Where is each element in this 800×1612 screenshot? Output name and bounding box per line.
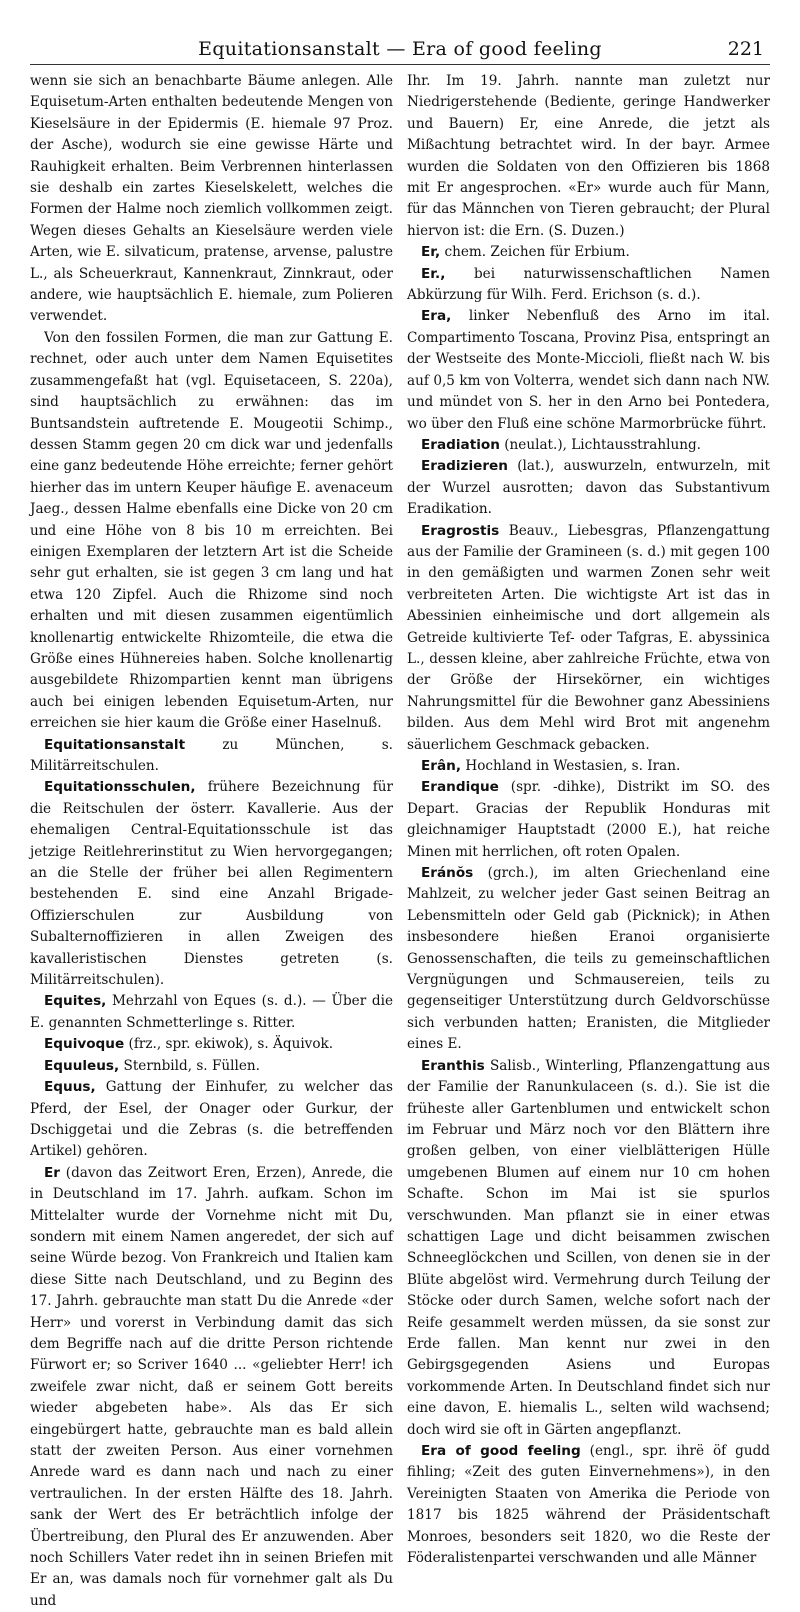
- entry-headword: Equus,: [44, 1079, 96, 1096]
- dictionary-entry: [407, 756, 770, 777]
- entry-headword: Equitationsanstalt: [44, 736, 186, 753]
- entry-text: (davon das Zeitwort Eren, Erzen), Anrede, die in Deutschland im 17. Jahrh. aufkam. Schon im Mittelalter wurde der Vornehme nicht mit Du, sondern mit einem Namen angeredet, der sich auf seine Würde bezog. Von Frankreich und Italien kam diese Sitte nach Deutschland, und zu Beginn des 17. Jahrh. gebrauchte man statt Du die Anrede «der Herr» und vorerst in Verbindung damit das sich dem Begriffe nach auf die dritte Person richtende Fürwort er; so Scriver 1640 ... «geliebter Herr! ich zweifele zwar nicht, daß er seinem Gott bereits wieder abgebeten habe». Als das Er sich eingebürgert hatte, gebrauchte man es bald allein statt der zweiten Person. Aus einer vornehmen Anrede ward es dann nach und nach zu einer vertraulichen. In der ersten Hälfte des 18. Jahrh. sank der Wert des Er beträchtlich infolge der Übertreibung, den Plural des Er anzuwenden. Aber noch Schillers Vater redet ihn in seinen Briefen mit Er an, was damals noch für vornehmer galt als Du und: [30, 1164, 393, 1609]
- entry-text: bei naturwissenschaftlichen Namen Abkürzung für Wilh. Ferd. Erichson (s. d.).: [407, 265, 770, 304]
- entry-text: chem. Zeichen für Erbium.: [444, 244, 630, 261]
- entry-headword: Eradizieren: [421, 458, 508, 475]
- continuation-paragraph: [30, 328, 393, 735]
- dictionary-entry: [30, 1163, 393, 1612]
- page-header: [30, 30, 770, 65]
- dictionary-entry: [407, 456, 770, 520]
- entry-headword: Era of good feeling: [421, 1443, 581, 1459]
- entry-headword: Equites,: [44, 993, 107, 1010]
- entry-text: wenn sie sich an benachbarte Bäume anlegen. Alle Equisetum-Arten enthalten bedeutende Mengen von Kieselsäure in der Epidermis (E. hiemale 97 Proz. der Asche), wodurch sie eine gewisse Härte und Rauhigkeit erhalten. Beim Verbrennen hinterlassen sie deshalb ein zartes Kieselskelett, welches die Formen der Halme noch ziemlich vollkommen zeigt. Wegen dieses Gehalts an Kieselsäure werden viele Arten, wie E. silvaticum, pratense, arvense, palustre L., als Scheuerkraut, Kannenkraut, Zinnkraut, oder andere, wie hauptsächlich E. hiemale, zum Polieren verwendet.: [30, 73, 393, 325]
- dictionary-entry: [30, 1034, 393, 1055]
- entry-headword: Eranthis: [421, 1057, 485, 1074]
- dictionary-entry: [30, 1077, 393, 1163]
- entry-text: Mehrzahl von Eques (s. d.). — Über die E. genannten Schmetterlinge s. Ritter.: [30, 993, 393, 1031]
- entry-text: frühere Bezeichnung für die Reitschulen der österr. Kavallerie. Aus der ehemaligen Central-Equitationsschule ist das jetzige Reitlehrerinstitut zu Wien hervorgegangen; an die Stelle der früher bei allen Regimentern bestehenden E. sind eine Anzahl Brigade-Offizierschulen zur Ausbildung von Subalternoffizieren in allen Zweigen des kavalleristischen Dienstes getreten (s. Militärreitschulen).: [30, 779, 393, 989]
- entry-headword: Era,: [421, 308, 452, 325]
- entry-headword: Erandique: [421, 779, 499, 796]
- entry-text: linker Nebenfluß des Arno im ital. Compartimento Toscana, Provinz Pisa, entspringt an der Westseite des Monte-Miccioli, fließt nach W. bis auf 0,5 km von Volterra, wendet sich dann nach NW. und mündet von S. her in den Arno bei Pontedera, wo über den Fluß eine schöne Marmorbrücke führt.: [407, 308, 771, 432]
- entry-headword: Eránŏs: [421, 865, 474, 882]
- entry-text: Beauv., Liebesgras, Pflanzengattung aus der Familie der Gramineen (s. d.) mit gegen 100 in den gemäßigten und warmen Zonen sehr weit verbreiteten Arten. Die wichtigste Art ist das in Abessinien einheimische und dort allgemein als Getreide kultivierte Tef- oder Tafgras, E. abyssinica L., dessen kleine, aber zahlreiche Früchte, etwa von der Größe der Hirsekörner, ein wichtiges Nahrungsmittel für die Bewohner ganz Abessiniens bilden. Aus dem Mehl wird Brot mit angenehm säuerlichem Geschmack gebacken.: [407, 522, 770, 753]
- dictionary-entry: [407, 306, 770, 434]
- right-column: [407, 71, 770, 1612]
- left-column: [30, 71, 393, 1612]
- text-columns: [30, 71, 770, 1612]
- dictionary-entry: [30, 777, 393, 991]
- dictionary-entry: [30, 1056, 393, 1077]
- entry-text: (engl., spr. ihrë öf gudd fihling; «Zeit des guten Einvernehmens»), in den Vereinigten Staaten von Amerika die Periode von 1817 bis 1825 während der Präsidentschaft Monroes, besonders seit 1820, wo die Reste der Föderalistenpartei verschwanden und alle Männer: [407, 1443, 770, 1567]
- entry-text: Ihr. Im 19. Jahrh. nannte man zuletzt nur Niedrigerstehende (Bediente, geringe Handwerker und Bauern) Er, eine Anrede, die jetzt als Mißachtung betrachtet wird. In der bayr. Armee wurden die Soldaten von den Offizieren bis 1868 mit Er angesprochen. «Er» wurde auch für Mann, für das Männchen von Tieren gebraucht; der Plural hiervon ist: die Ern. (S. Duzen.): [407, 73, 770, 239]
- dictionary-entry: [407, 242, 770, 263]
- dictionary-entry: [407, 863, 770, 1056]
- entry-text: (neulat.), Lichtausstrahlung.: [504, 436, 701, 453]
- entry-headword: Erân,: [421, 758, 462, 774]
- entry-headword: Eragrostis: [421, 522, 500, 539]
- entry-text: (spr. -dihke), Distrikt im SO. des Depart. Gracias der Republik Honduras mit gleichnamiger Hauptstadt (2000 E.), hat reiche Minen mit herrlichen, oft roten Opalen.: [407, 779, 771, 860]
- dictionary-entry: [30, 991, 393, 1034]
- entry-text: (lat.), auswurzeln, entwurzeln, mit der Wurzel ausrotten; davon das Substantivum Eradikation.: [407, 458, 770, 518]
- continuation-paragraph: [30, 71, 393, 328]
- entry-headword: Eradiation: [421, 436, 500, 453]
- entry-headword: Er: [44, 1164, 60, 1181]
- continuation-paragraph: [407, 71, 770, 242]
- entry-text: zu München, s. Militärreitschulen.: [30, 736, 393, 774]
- entry-headword: Equitationsschulen,: [44, 779, 196, 796]
- entry-text: (grch.), im alten Griechenland eine Mahlzeit, zu welcher jeder Gast seinen Beitrag an Lebensmitteln oder Geld gab (Picknick); in Athen insbesondere hießen Eranoi organisierte Genossenschaften, die teils zu gemeinschaftlichen Vergnügungen und Schmausereien, teils zu gegenseitiger Unterstützung durch Geldvorschüsse sich verbunden hatten; Eranisten, die Mitglieder eines E.: [407, 865, 770, 1053]
- dictionary-entry: [407, 1441, 770, 1569]
- dictionary-entry: [407, 521, 770, 756]
- dictionary-entry: [407, 264, 770, 307]
- running-header-title: Equitationsanstalt — Era of good feeling: [198, 38, 602, 60]
- dictionary-entry: [407, 435, 770, 456]
- entry-headword: Equuleus,: [44, 1057, 120, 1074]
- dictionary-entry: [407, 777, 770, 863]
- entry-headword: Equivoque: [44, 1036, 125, 1053]
- entry-text: Sternbild, s. Füllen.: [123, 1057, 260, 1074]
- entry-text: Salisb., Winterling, Pflanzengattung aus der Familie der Ranunkulaceen (s. d.). Sie ist die früheste aller Gartenblumen und entwickelt schon im Februar und März noch vor den Blättern ihre großen gelben, von einer vielblätterigen Hülle umgebenen Blumen auf einem nur 10 cm hohen Schafte. Schon im Mai ist sie spurlos verschwunden. Man pflanzt sie in einer etwas schattigen Lage und dicht beisammen zwischen Schneeglöckchen und Scillen, von denen sie in der Blüte abgelöst wird. Vermehrung durch Teilung der Stöcke oder durch Samen, welche sofort nach der Reife gesammelt werden müssen, da sie sonst zur Erde fallen. Man kennt nur zwei in den Gebirgsgegenden Asiens und Europas vorkommende Arten. In Deutschland findet sich nur eine davon, E. hiemalis L., selten wild wachsend; doch wird sie oft in Gärten angepflanzt.: [407, 1057, 770, 1438]
- dictionary-entry: [30, 735, 393, 778]
- entry-text: Hochland in Westasien, s. Iran.: [465, 758, 681, 774]
- dictionary-entry: [407, 1056, 770, 1441]
- entry-headword: Er,: [421, 244, 441, 261]
- entry-headword: Er.,: [421, 265, 446, 282]
- entry-text: Gattung der Einhufer, zu welcher das Pferd, der Esel, der Onager oder Gurkur, der Dschiggetai und die Zebras (s. die betreffenden Artikel) gehören.: [30, 1079, 393, 1160]
- page-number: 221: [727, 38, 764, 60]
- entry-text: (frz., spr. ekiwok), s. Äquivok.: [128, 1036, 334, 1053]
- entry-text: Von den fossilen Formen, die man zur Gattung E. rechnet, oder auch unter dem Namen Equisetites zusammengefaßt hat (vgl. Equisetaceen, S. 220a), sind hauptsächlich zu erwähnen: das im Buntsandstein auftretende E. Mougeotii Schimp., dessen Stamm gegen 20 cm dick war und jedenfalls eine ganz bedeutende Höhe erreichte; ferner gehört hierher das im untern Keuper häufige E. avenaceum Jaeg., dessen Halme ebenfalls eine Dicke von 20 cm und eine Höhe von 8 bis 10 m erreichten. Bei einigen Exemplaren der letztern Art ist die Scheide sehr gut erhalten, sie ist gegen 3 cm lang und hat etwa 120 Zipfel. Auch die Rhizome sind noch erhalten und mit diesen zusammen eigentümlich knollenartig entwickelte Rhizomteile, die etwa die Größe eines Hühnereies haben. Solche knollenartig ausgebildete Rhizompartien kennt man übrigens auch bei einigen lebenden Equisetum-Arten, nur erreichen sie hier kaum die Größe einer Haselnuß.: [30, 329, 393, 732]
